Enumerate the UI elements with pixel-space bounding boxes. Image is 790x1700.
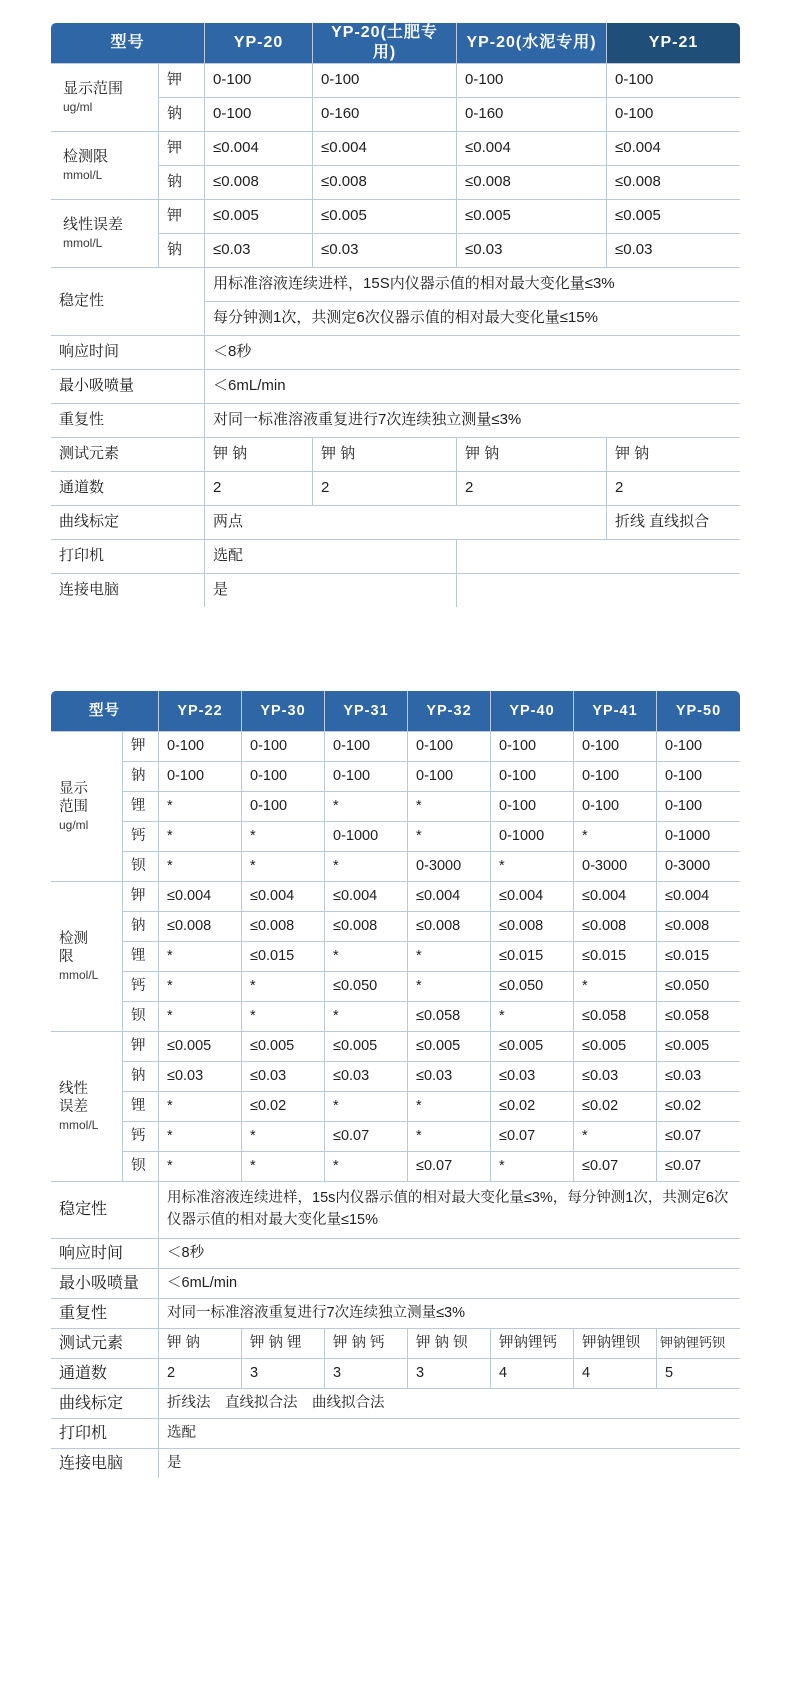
- table-row: [51, 1419, 741, 1449]
- table-row: [51, 1062, 741, 1092]
- table-row: [51, 1359, 741, 1389]
- cell-value: *: [159, 1122, 242, 1152]
- cell-value: ≤0.058: [657, 1002, 741, 1032]
- cell-value: ≤0.004: [574, 882, 657, 912]
- table-row: [51, 370, 741, 404]
- cell-value: *: [159, 792, 242, 822]
- cell-value: *: [242, 1122, 325, 1152]
- row-label-curve-calibration: 曲线标定: [51, 506, 205, 540]
- table-row: [51, 762, 741, 792]
- cell-value: *: [325, 942, 408, 972]
- cell-value: 2: [457, 472, 607, 506]
- cell-value: ≤0.004: [408, 882, 491, 912]
- cell-value: 0-100: [159, 732, 242, 762]
- row-label-pc-connection: 连接电脑: [51, 574, 205, 608]
- cell-value: ≤0.03: [574, 1062, 657, 1092]
- cell-empty: [457, 574, 741, 608]
- cell-value: 2: [313, 472, 457, 506]
- cell-value: 0-3000: [408, 852, 491, 882]
- header-cell-yp32: YP-32: [408, 691, 491, 732]
- cell-value: 0-3000: [657, 852, 741, 882]
- row-label-repeatability: 重复性: [51, 1299, 159, 1329]
- cell-value: ≤0.03: [657, 1062, 741, 1092]
- row-label-channels: 通道数: [51, 472, 205, 506]
- sub-label-ba: 钡: [123, 1002, 159, 1032]
- row-label-test-elements: 测试元素: [51, 1329, 159, 1359]
- cell-value: 2: [607, 472, 741, 506]
- cell-value: *: [242, 852, 325, 882]
- cell-value: ≤0.050: [657, 972, 741, 1002]
- sub-label-ca: 钙: [123, 972, 159, 1002]
- spec-table-2: [50, 690, 741, 1479]
- cell-value: 对同一标准溶液重复进行7次连续独立测量≤3%: [159, 1299, 741, 1329]
- table-row: [51, 852, 741, 882]
- table-row: [51, 1329, 741, 1359]
- table-row: [51, 200, 741, 234]
- sub-label-k: 钾: [159, 132, 205, 166]
- sub-label-li: 锂: [123, 1092, 159, 1122]
- cell-value: *: [408, 1092, 491, 1122]
- cell-value: ≤0.015: [657, 942, 741, 972]
- row-label-unit: ug/ml: [59, 818, 89, 833]
- cell-value: ≤0.03: [159, 1062, 242, 1092]
- sub-label-na: 钠: [159, 234, 205, 268]
- row-label-linear-error: [51, 1032, 123, 1182]
- sub-label-li: 锂: [123, 942, 159, 972]
- row-label-printer: 打印机: [51, 540, 205, 574]
- header-cell-yp22: YP-22: [159, 691, 242, 732]
- cell-value: 0-160: [313, 98, 457, 132]
- row-label-pc-connection: 连接电脑: [51, 1449, 159, 1479]
- header-cell-yp21: YP-21: [607, 23, 741, 64]
- cell-value: ≤0.008: [242, 912, 325, 942]
- row-label-channels: 通道数: [51, 1359, 159, 1389]
- table-row: [51, 1269, 741, 1299]
- table-row: [51, 268, 741, 302]
- cell-value: ≤0.03: [205, 234, 313, 268]
- cell-value: ≤0.004: [325, 882, 408, 912]
- cell-value: *: [491, 1002, 574, 1032]
- cell-value: ≤0.058: [408, 1002, 491, 1032]
- table-row: [51, 132, 741, 166]
- cell-value: ≤0.07: [325, 1122, 408, 1152]
- sub-label-ca: 钙: [123, 822, 159, 852]
- stability-text: 用标准溶液连续进样，15s内仪器示值的相对最大变化量≤3%，每分钟测1次，共测定6次仪器示值的相对最大变化量≤15%: [159, 1182, 741, 1239]
- row-label-text: 显示范围: [63, 79, 124, 97]
- row-label-unit: mmol/L: [63, 168, 103, 183]
- table-row: [51, 792, 741, 822]
- cell-value: ≤0.050: [325, 972, 408, 1002]
- cell-value: ≤0.004: [607, 132, 741, 166]
- cell-value: ≤0.058: [574, 1002, 657, 1032]
- cell-value: 0-100: [574, 762, 657, 792]
- cell-value: 4: [491, 1359, 574, 1389]
- row-label-display-range: [51, 732, 123, 882]
- cell-value: *: [491, 1152, 574, 1182]
- cell-value: *: [242, 1002, 325, 1032]
- sub-label-ca: 钙: [123, 1122, 159, 1152]
- cell-value: 钾钠锂钙: [491, 1329, 574, 1359]
- cell-value: ≤0.004: [457, 132, 607, 166]
- cell-value: ≤0.03: [408, 1062, 491, 1092]
- cell-value: 0-100: [657, 732, 741, 762]
- table-row: [51, 942, 741, 972]
- cell-value: ≤0.03: [242, 1062, 325, 1092]
- cell-value: ＜8秒: [159, 1239, 741, 1269]
- header-cell-model: 型号: [51, 23, 205, 64]
- row-label-text: 检测限: [63, 147, 109, 165]
- cell-value: 钾 钠: [313, 438, 457, 472]
- spec-table-2-container: [50, 690, 740, 1479]
- row-label-text-line2: 范围: [59, 799, 88, 815]
- cell-value: ≤0.005: [242, 1032, 325, 1062]
- table-row: [51, 540, 741, 574]
- row-label-repeatability: 重复性: [51, 404, 205, 438]
- cell-value: ≤0.008: [313, 166, 457, 200]
- table-row: [51, 882, 741, 912]
- cell-value: ≤0.005: [574, 1032, 657, 1062]
- cell-value: 2: [159, 1359, 242, 1389]
- row-label-linear-error: [51, 200, 159, 268]
- cell-value: 两点: [205, 506, 607, 540]
- cell-value: 2: [205, 472, 313, 506]
- table-row: [51, 472, 741, 506]
- table-row: [51, 506, 741, 540]
- header-cell-yp20: YP-20: [205, 23, 313, 64]
- cell-value: ≤0.008: [657, 912, 741, 942]
- table-row: [51, 64, 741, 98]
- sub-label-ba: 钡: [123, 1152, 159, 1182]
- cell-value: 0-100: [607, 64, 741, 98]
- cell-value: *: [242, 972, 325, 1002]
- cell-value: ≤0.004: [242, 882, 325, 912]
- cell-value: *: [574, 822, 657, 852]
- cell-value: 钾 钠 锂: [242, 1329, 325, 1359]
- sub-label-k: 钾: [123, 732, 159, 762]
- cell-value: 0-100: [242, 762, 325, 792]
- stability-line-2: 每分钟测1次，共测定6次仪器示值的相对最大变化量≤15%: [205, 302, 741, 336]
- cell-value: 3: [242, 1359, 325, 1389]
- table-row: [51, 1032, 741, 1062]
- cell-value: 钾 钠: [457, 438, 607, 472]
- row-label-unit: mmol/L: [59, 968, 99, 983]
- header-cell-yp31: YP-31: [325, 691, 408, 732]
- cell-value: 钾 钠 钙: [325, 1329, 408, 1359]
- cell-value: 0-100: [607, 98, 741, 132]
- cell-value: 0-100: [657, 792, 741, 822]
- row-label-response-time: 响应时间: [51, 1239, 159, 1269]
- cell-value: 0-100: [657, 762, 741, 792]
- cell-value: 0-100: [574, 732, 657, 762]
- cell-value: ≤0.02: [574, 1092, 657, 1122]
- cell-value: ≤0.004: [313, 132, 457, 166]
- row-label-unit: ug/ml: [63, 100, 93, 115]
- cell-value: 0-100: [325, 732, 408, 762]
- cell-value: 钾 钠: [205, 438, 313, 472]
- row-label-curve-calibration: 曲线标定: [51, 1389, 159, 1419]
- sub-label-ba: 钡: [123, 852, 159, 882]
- cell-value: 折线 直线拟合: [607, 506, 741, 540]
- row-label-min-aspiration: 最小吸喷量: [51, 1269, 159, 1299]
- cell-value: ≤0.008: [408, 912, 491, 942]
- row-label-text: 线性误差: [63, 215, 124, 233]
- table-row: [51, 574, 741, 608]
- table-row: [51, 972, 741, 1002]
- row-label-text-line1: 线性: [59, 1080, 88, 1097]
- cell-value: *: [159, 822, 242, 852]
- sub-label-na: 钠: [159, 166, 205, 200]
- cell-value: ＜6mL/min: [159, 1269, 741, 1299]
- cell-value: 选配: [159, 1419, 741, 1449]
- row-label-detection-limit: [51, 882, 123, 1032]
- cell-value: 0-100: [205, 98, 313, 132]
- row-label-printer: 打印机: [51, 1419, 159, 1449]
- table-row: [51, 404, 741, 438]
- cell-value: *: [325, 792, 408, 822]
- table-header-row: [51, 691, 741, 732]
- cell-value: 钾 钠: [607, 438, 741, 472]
- table-row: [51, 912, 741, 942]
- cell-value: 3: [325, 1359, 408, 1389]
- cell-value: *: [242, 1152, 325, 1182]
- header-cell-yp20-cement: YP-20(水泥专用): [457, 23, 607, 64]
- cell-value: 钾钠锂钡: [574, 1329, 657, 1359]
- cell-value: *: [408, 822, 491, 852]
- row-label-display-range: [51, 64, 159, 132]
- cell-value: *: [325, 1002, 408, 1032]
- cell-value: *: [159, 972, 242, 1002]
- cell-value: ≤0.07: [408, 1152, 491, 1182]
- cell-value: ≤0.07: [491, 1122, 574, 1152]
- cell-value: ≤0.008: [205, 166, 313, 200]
- cell-value: 0-1000: [491, 822, 574, 852]
- cell-value: *: [159, 1002, 242, 1032]
- cell-value: 选配: [205, 540, 457, 574]
- cell-value: 0-100: [491, 732, 574, 762]
- cell-value: 0-160: [457, 98, 607, 132]
- sub-label-k: 钾: [123, 1032, 159, 1062]
- cell-value: ≤0.005: [159, 1032, 242, 1062]
- cell-value: ≤0.03: [457, 234, 607, 268]
- cell-value: ≤0.008: [491, 912, 574, 942]
- table-row: [51, 1449, 741, 1479]
- cell-value: ≤0.015: [491, 942, 574, 972]
- row-label-unit: mmol/L: [59, 1118, 99, 1133]
- header-cell-yp40: YP-40: [491, 691, 574, 732]
- cell-value: 0-100: [491, 762, 574, 792]
- cell-value: *: [574, 972, 657, 1002]
- cell-value: ≤0.02: [491, 1092, 574, 1122]
- cell-value: ≤0.005: [607, 200, 741, 234]
- cell-value: ≤0.02: [657, 1092, 741, 1122]
- row-label-text-line1: 检测: [59, 930, 88, 947]
- row-label-test-elements: 测试元素: [51, 438, 205, 472]
- sub-label-na: 钠: [123, 912, 159, 942]
- table-row: [51, 822, 741, 852]
- header-cell-model: 型号: [51, 691, 159, 732]
- cell-value: ≤0.005: [657, 1032, 741, 1062]
- cell-value: ≤0.03: [325, 1062, 408, 1092]
- table-row: [51, 1122, 741, 1152]
- cell-value: ≤0.005: [325, 1032, 408, 1062]
- table-row: [51, 1092, 741, 1122]
- stability-line-1: 用标准溶液连续进样，15S内仪器示值的相对最大变化量≤3%: [205, 268, 741, 302]
- sub-label-k: 钾: [159, 200, 205, 234]
- cell-value: *: [408, 942, 491, 972]
- table-row: [51, 732, 741, 762]
- cell-value: ≤0.005: [491, 1032, 574, 1062]
- cell-value: ≤0.03: [607, 234, 741, 268]
- cell-value: *: [325, 1152, 408, 1182]
- cell-value: ≤0.004: [657, 882, 741, 912]
- sub-label-k: 钾: [123, 882, 159, 912]
- cell-value: ≤0.005: [313, 200, 457, 234]
- table-row: [51, 1299, 741, 1329]
- cell-value: 4: [574, 1359, 657, 1389]
- row-label-unit: mmol/L: [63, 236, 103, 251]
- row-label-text-line2: 限: [59, 949, 74, 965]
- header-cell-yp30: YP-30: [242, 691, 325, 732]
- cell-value: *: [574, 1122, 657, 1152]
- row-label-min-aspiration: 最小吸喷量: [51, 370, 205, 404]
- cell-value: 0-100: [242, 792, 325, 822]
- header-cell-yp20-soil: YP-20(土肥专用): [313, 23, 457, 64]
- cell-value: 0-100: [242, 732, 325, 762]
- cell-value: *: [242, 822, 325, 852]
- table-header-row: [51, 23, 741, 64]
- spec-table-1: [50, 22, 741, 608]
- spec-table-1-container: [50, 22, 740, 608]
- table-row: [51, 438, 741, 472]
- cell-value: ≤0.008: [457, 166, 607, 200]
- cell-value: 0-100: [491, 792, 574, 822]
- cell-value: ≤0.03: [313, 234, 457, 268]
- cell-value: *: [408, 1122, 491, 1152]
- sub-label-na: 钠: [159, 98, 205, 132]
- cell-value: ≤0.008: [325, 912, 408, 942]
- cell-value: ≤0.015: [574, 942, 657, 972]
- cell-value: 0-100: [313, 64, 457, 98]
- row-label-detection-limit: [51, 132, 159, 200]
- cell-value: 对同一标准溶液重复进行7次连续独立测量≤3%: [205, 404, 741, 438]
- cell-value: ≤0.004: [159, 882, 242, 912]
- cell-value: *: [408, 972, 491, 1002]
- header-cell-yp41: YP-41: [574, 691, 657, 732]
- cell-value: ≤0.004: [205, 132, 313, 166]
- table-row: [51, 1182, 741, 1239]
- table-row: [51, 336, 741, 370]
- table-row: [51, 1239, 741, 1269]
- cell-value: ≤0.015: [242, 942, 325, 972]
- cell-value: ≤0.005: [205, 200, 313, 234]
- cell-value: 是: [159, 1449, 741, 1479]
- cell-value: 0-100: [457, 64, 607, 98]
- row-label-stability: 稳定性: [51, 268, 205, 336]
- cell-value: 钾 钠 钡: [408, 1329, 491, 1359]
- row-label-text-line2: 误差: [59, 1099, 88, 1115]
- sub-label-na: 钠: [123, 1062, 159, 1092]
- cell-value: 是: [205, 574, 457, 608]
- cell-value: 钾钠锂钙钡: [657, 1329, 741, 1359]
- cell-value: *: [408, 792, 491, 822]
- cell-value: 0-100: [408, 732, 491, 762]
- cell-value: ≤0.07: [657, 1152, 741, 1182]
- cell-value: 钾 钠: [159, 1329, 242, 1359]
- cell-value: 0-100: [159, 762, 242, 792]
- row-label-text-line1: 显示: [59, 780, 88, 797]
- table-row: [51, 1002, 741, 1032]
- cell-value: *: [159, 1092, 242, 1122]
- cell-value: *: [491, 852, 574, 882]
- header-cell-yp50: YP-50: [657, 691, 741, 732]
- cell-value: 0-100: [574, 792, 657, 822]
- cell-value: ≤0.005: [408, 1032, 491, 1062]
- cell-value: 0-1000: [325, 822, 408, 852]
- cell-value: *: [159, 1152, 242, 1182]
- cell-value: *: [325, 1092, 408, 1122]
- cell-value: 0-100: [325, 762, 408, 792]
- sub-label-k: 钾: [159, 64, 205, 98]
- sub-label-na: 钠: [123, 762, 159, 792]
- cell-value: ≤0.008: [159, 912, 242, 942]
- row-label-stability: 稳定性: [51, 1182, 159, 1239]
- cell-value: ≤0.07: [574, 1152, 657, 1182]
- cell-value: 0-100: [205, 64, 313, 98]
- cell-value: ≤0.02: [242, 1092, 325, 1122]
- table-row: [51, 1152, 741, 1182]
- cell-value: ≤0.005: [457, 200, 607, 234]
- cell-value: ≤0.008: [607, 166, 741, 200]
- table-row: [51, 1389, 741, 1419]
- cell-value: 0-3000: [574, 852, 657, 882]
- cell-value: 5: [657, 1359, 741, 1389]
- row-label-response-time: 响应时间: [51, 336, 205, 370]
- cell-value: ≤0.07: [657, 1122, 741, 1152]
- cell-value: 3: [408, 1359, 491, 1389]
- cell-value: ≤0.004: [491, 882, 574, 912]
- cell-value: ＜6mL/min: [205, 370, 741, 404]
- cell-value: ≤0.050: [491, 972, 574, 1002]
- cell-value: 0-1000: [657, 822, 741, 852]
- cell-value: *: [159, 942, 242, 972]
- sub-label-li: 锂: [123, 792, 159, 822]
- cell-value: *: [159, 852, 242, 882]
- cell-value: ＜8秒: [205, 336, 741, 370]
- cell-value: 折线法 直线拟合法 曲线拟合法: [159, 1389, 741, 1419]
- cell-value: ≤0.008: [574, 912, 657, 942]
- cell-value: ≤0.03: [491, 1062, 574, 1092]
- cell-value: 0-100: [408, 762, 491, 792]
- cell-empty: [457, 540, 741, 574]
- cell-value: *: [325, 852, 408, 882]
